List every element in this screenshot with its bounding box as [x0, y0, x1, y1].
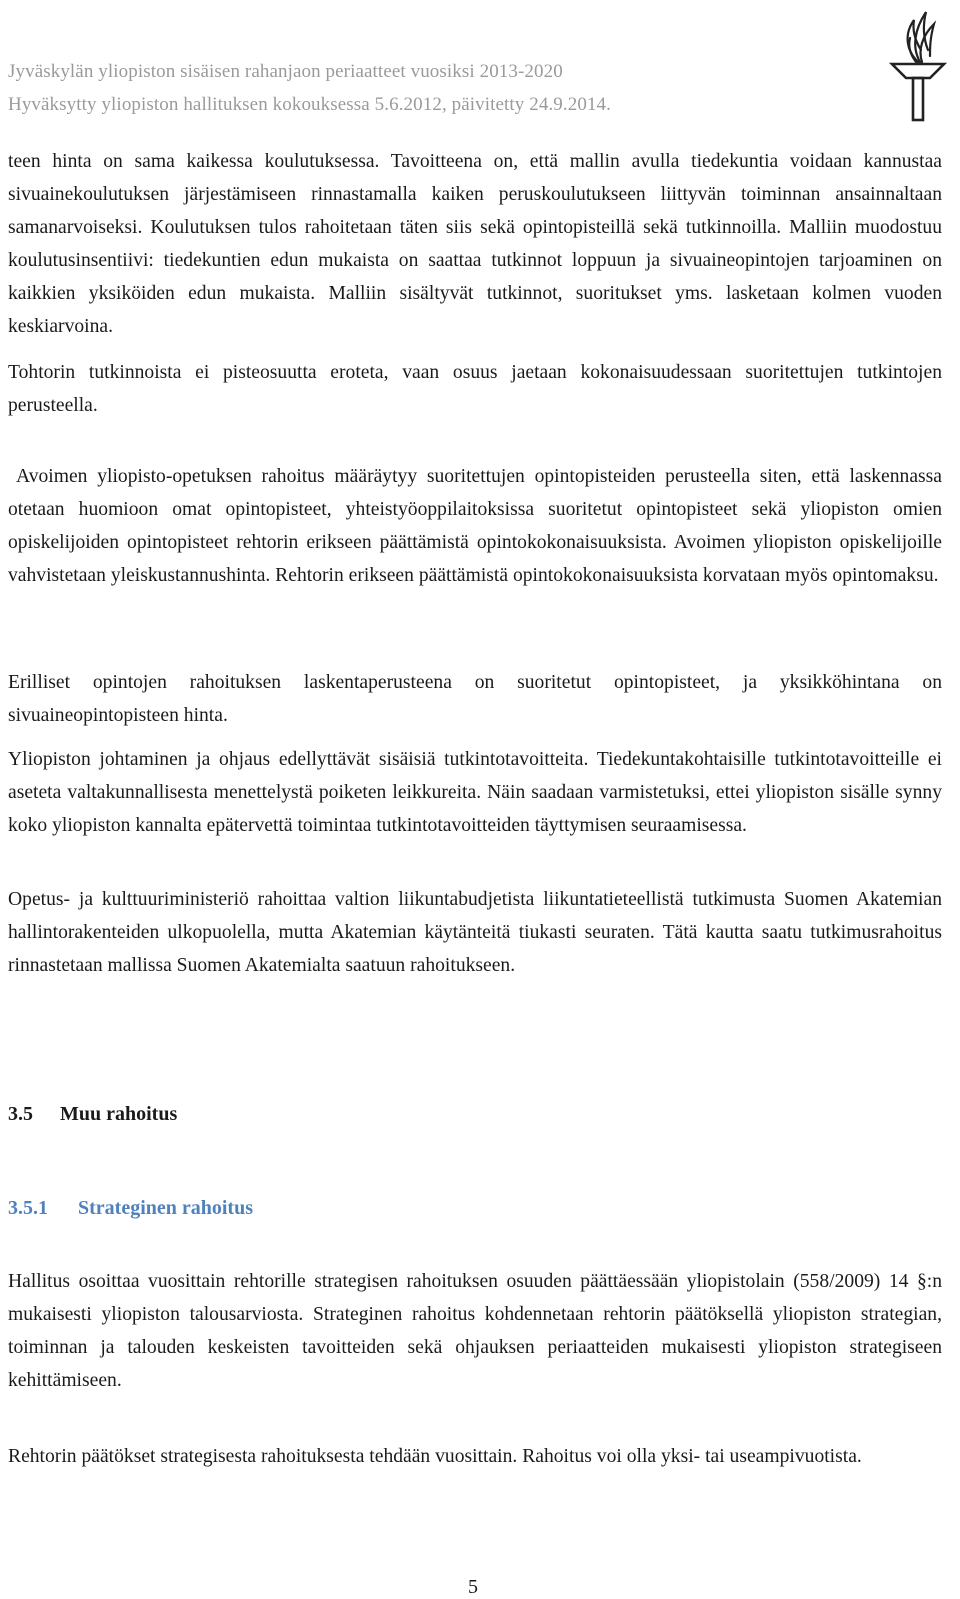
- document-page: [8, 0, 944, 1598]
- paragraph-rector-decisions: Rehtorin päätökset strategisesta rahoituksesta tehdään vuosittain. Rahoitus voi olla yksi- tai useampivuotista.: [8, 1446, 862, 1467]
- paragraph-sports-research: Opetus- ja kulttuuriministeriö rahoittaa valtion liikuntabudjetista liikuntatieteellistä tutkimusta Suomen Akatemian hallintorakenteiden ulkopuolella, mutta Akatemian käytänteitä tiukasti seuraten. Tätä kautta saatu tutkimusrahoitus rinnastetaan mallissa Suomen Akatemialta saatuun rahoitukseen.: [8, 889, 942, 976]
- header-title-line: Jyväskylän yliopiston sisäisen rahanjaon periaatteet vuosiksi 2013-2020: [8, 61, 563, 82]
- paragraph-doctoral-degrees: Tohtorin tutkinnoista ei pisteosuutta eroteta, vaan osuus jaetaan kokonaisuudessaan suoritettujen tutkintojen perusteella.: [8, 362, 942, 416]
- header-approval-line: Hyväksytty yliopiston hallituksen kokouksessa 5.6.2012, päivitetty 24.9.2014.: [8, 94, 611, 115]
- subsection-heading: [8, 1197, 253, 1220]
- paragraph-separate-studies: Erilliset opintojen rahoituksen laskentaperusteena on suoritetut opintopisteet, ja yksikköhintana on sivuaineopintopisteen hinta.: [8, 672, 942, 726]
- subsection-number: 3.5.1: [8, 1197, 48, 1219]
- section-number: 3.5: [8, 1103, 33, 1125]
- subsection-title: Strateginen rahoitus: [78, 1197, 253, 1219]
- section-title: Muu rahoitus: [60, 1103, 178, 1125]
- torch-logo-icon: [888, 4, 948, 124]
- section-heading: [8, 1103, 177, 1126]
- paragraph-degree-targets: Yliopiston johtaminen ja ohjaus edellyttävät sisäisiä tutkintotavoitteita. Tiedekuntakohtaisille tutkintotavoitteille ei aseteta valtakunnallisesta menettelystä poiketen leikkureita. Näin saadaan varmistetuksi, ettei yliopiston sisälle synny koko yliopiston kannalta epätervettä toimintaa tutkintotavoitteiden täyttymisen seuraamisessa.: [8, 749, 942, 836]
- paragraph-open-university: Avoimen yliopisto-opetuksen rahoitus määräytyy suoritettujen opintopisteiden perusteella siten, että laskennassa otetaan huomioon omat opintopisteet, yhteistyöoppilaitoksissa suoritetut opintopisteet sekä yliopiston omien opiskelijoiden opintopisteet rehtorin erikseen päättämistä opintokokonaisuuksista. Avoimen yliopiston opiskelijoille vahvistetaan yleiskustannushinta. Rehtorin erikseen päättämistä opintokokonaisuuksista korvataan myös opintomaksu.: [8, 466, 942, 586]
- paragraph-funding-model: teen hinta on sama kaikessa koulutuksessa. Tavoitteena on, että mallin avulla tiedekuntia voidaan kannustaa sivuainekoulutuksen järjestämiseen rinnastamalla kaiken peruskoulutukseen liittyvän toiminnan ansainnaltaan samanarvoiseksi. Koulutuksen tulos rahoitetaan täten siis sekä opintopisteillä sekä tutkinnoilla. Malliin muodostuu koulutusinsentiivi: tiedekuntien edun mukaista on saattaa tutkinnot loppuun ja sivuaineopintojen tarjoaminen on kaikkien yksiköiden edun mukaista. Malliin sisältyvät tutkinnot, suoritukset yms. lasketaan kolmen vuoden keskiarvoina.: [8, 151, 942, 337]
- page-number: 5: [468, 1576, 478, 1598]
- paragraph-strategic-funding: Hallitus osoittaa vuosittain rehtorille strategisen rahoituksen osuuden päättäessään yliopistolain (558/2009) 14 §:n mukaisesti yliopiston talousarviosta. Strateginen rahoitus kohdennetaan rehtorin päätöksellä yliopiston strategian, toiminnan ja talouden keskeisten tavoitteiden sekä ohjauksen periaatteiden mukaisesti yliopiston strategiseen kehittämiseen.: [8, 1271, 942, 1391]
